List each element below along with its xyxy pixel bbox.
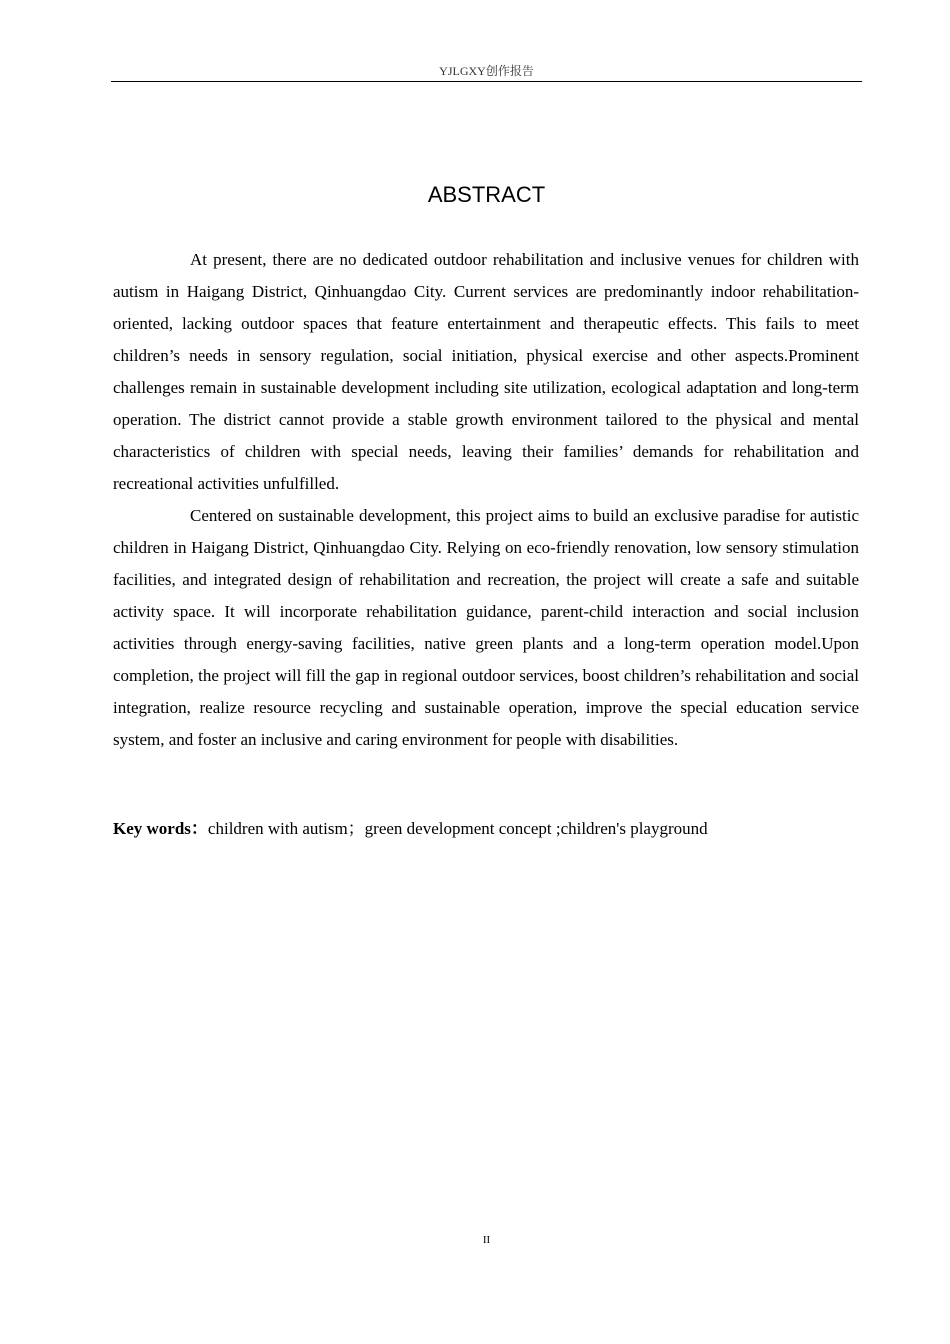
keywords-text: children with autism；green development concept ;children's playground	[207, 819, 708, 838]
keywords-label: Key words：	[113, 819, 208, 838]
abstract-paragraph-2: Centered on sustainable development, this project aims to build an exclusive paradise for autistic children in Haigang District, Qinhuangdao City. Relying on eco-friendly renovation, low sensory stimulation facilities, and integrated design of rehabilitation and recreation, the project will create a safe and suitable activity space. It will incorporate rehabilitation guidance, parent-child interaction and social inclusion activities through energy-saving facilities, native green plants and a long-term operation model.Upon completion, the project will fill the gap in regional outdoor services, boost children’s rehabilitation and social integration, realize resource recycling and sustainable operation, improve the special education service system, and foster an inclusive and caring environment for people with disabilities.	[113, 506, 859, 749]
abstract-paragraph-1: At present, there are no dedicated outdoor rehabilitation and inclusive venues for children with autism in Haigang District, Qinhuangdao City. Current services are predominantly indoor rehabilitation-oriented, lacking outdoor spaces that feature entertainment and therapeutic effects. This fails to meet children’s needs in sensory regulation, social initiation, physical exercise and other aspects.Prominent challenges remain in sustainable development including site utilization, ecological adaptation and long-term operation. The district cannot provide a stable growth environment tailored to the physical and mental characteristics of children with special needs, leaving their families’ demands for rehabilitation and recreational activities unfulfilled.	[113, 250, 859, 493]
abstract-title: ABSTRACT	[427, 182, 546, 207]
page-header	[111, 63, 862, 82]
abstract-body	[113, 244, 859, 756]
header-text: YJLGXY创作报告	[439, 64, 534, 78]
keywords-line	[113, 814, 859, 844]
page-number: II	[482, 1234, 491, 1246]
